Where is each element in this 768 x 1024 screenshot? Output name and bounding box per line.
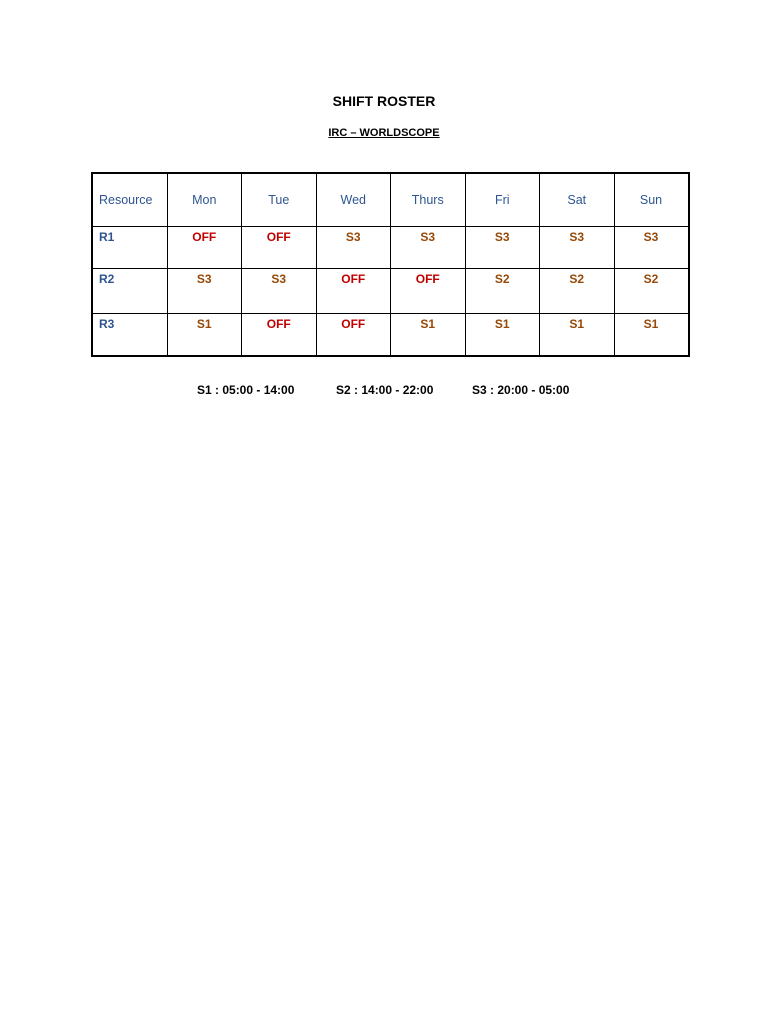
legend-s3: S3 : 20:00 - 05:00 <box>472 383 570 397</box>
page-subtitle <box>0 127 768 139</box>
resource-cell: R2 <box>92 269 167 314</box>
table-header-row <box>92 173 689 227</box>
roster-cell: S3 <box>465 227 540 269</box>
roster-cell: S2 <box>614 269 689 314</box>
header-wed: Wed <box>316 173 391 227</box>
table-row-r1 <box>92 227 689 269</box>
legend-s1: S1 : 05:00 - 14:00 <box>197 383 295 397</box>
roster-cell: S3 <box>391 227 466 269</box>
roster-cell: S1 <box>614 314 689 357</box>
roster-cell: OFF <box>242 314 317 357</box>
roster-cell: S3 <box>614 227 689 269</box>
table-row-r3 <box>92 314 689 357</box>
roster-cell: S2 <box>540 269 615 314</box>
resource-cell: R1 <box>92 227 167 269</box>
roster-cell: S1 <box>465 314 540 357</box>
shift-roster-table <box>91 172 690 357</box>
roster-cell: S3 <box>167 269 242 314</box>
roster-cell: OFF <box>242 227 317 269</box>
roster-cell: S3 <box>242 269 317 314</box>
roster-cell: S3 <box>316 227 391 269</box>
resource-cell: R3 <box>92 314 167 357</box>
header-fri: Fri <box>465 173 540 227</box>
legend-s2: S2 : 14:00 - 22:00 <box>336 383 434 397</box>
roster-cell: S3 <box>540 227 615 269</box>
table-row-r2 <box>92 269 689 314</box>
roster-cell: S1 <box>540 314 615 357</box>
header-thurs: Thurs <box>391 173 466 227</box>
roster-cell: OFF <box>316 314 391 357</box>
subtitle-text: IRC – WORLDSCOPE <box>328 127 440 139</box>
header-sun: Sun <box>614 173 689 227</box>
header-sat: Sat <box>540 173 615 227</box>
roster-cell: S1 <box>391 314 466 357</box>
roster-cell: OFF <box>391 269 466 314</box>
roster-cell: OFF <box>316 269 391 314</box>
roster-cell: S2 <box>465 269 540 314</box>
page-title: SHIFT ROSTER <box>332 93 436 109</box>
header-resource: Resource <box>92 173 167 227</box>
roster-cell: S1 <box>167 314 242 357</box>
header-tue: Tue <box>242 173 317 227</box>
roster-cell: OFF <box>167 227 242 269</box>
header-mon: Mon <box>167 173 242 227</box>
